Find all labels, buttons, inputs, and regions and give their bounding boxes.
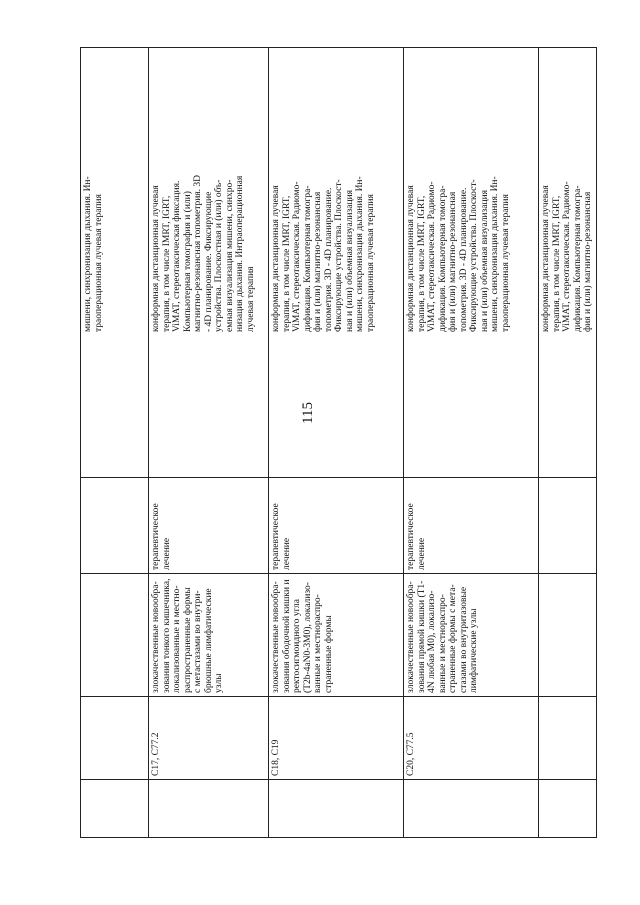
table-row bbox=[539, 48, 597, 838]
empty-cell bbox=[539, 780, 597, 838]
code-cell bbox=[269, 697, 404, 780]
diagnosis-cell bbox=[149, 574, 269, 697]
treatment-type-text: терапевтическое лечение bbox=[151, 503, 172, 570]
code-cell bbox=[539, 697, 597, 780]
code-cell bbox=[149, 697, 269, 780]
code-cell bbox=[81, 697, 149, 780]
empty-cell bbox=[81, 780, 149, 838]
method-cell bbox=[269, 48, 404, 478]
table-row bbox=[269, 48, 404, 838]
method-text: конформная дистанционная лучевая терапия, в том числе IMRT, IGRT, ViMAT, стереотаксическая. Радиомо- дификация. Компьютерная томогра- фия и (или) магнитно-резонансная bbox=[541, 181, 593, 332]
method-text: конформная дистанционная лучевая терапия, в том числе IMRT, IGRT, ViMAT, стереотаксическая. Радиомо- дификация. Компьютерная томогра- фия и (или) магнитно-резонансная топометрия. 3D - 4D планирование. Фиксирующие устройства. Плоскост- ная и (или) объемная визуализация мишени, синхронизация дыхания. Ин- траоперационная лучевая терапия bbox=[271, 176, 376, 332]
method-cell bbox=[81, 48, 149, 478]
code-text: C17, C77.2 bbox=[151, 732, 161, 776]
code-text: C18, C19 bbox=[271, 739, 281, 776]
diagnosis-cell bbox=[81, 574, 149, 697]
code-text: C20, C77.5 bbox=[406, 732, 416, 776]
treatment-type-cell bbox=[269, 478, 404, 574]
diagnosis-text: злокачественные новообра- зования тонкого кишечника, локализованные и местно- распространенные формы с метастазами во внутри- брюшные лимфатические узлы bbox=[151, 578, 224, 693]
diagnosis-cell bbox=[269, 574, 404, 697]
empty-cell bbox=[404, 780, 539, 838]
method-cell bbox=[539, 48, 597, 478]
method-text: мишени, синхронизация дыхания. Ин- траоперационная лучевая терапия bbox=[83, 176, 104, 332]
method-cell bbox=[404, 48, 539, 478]
empty-cell bbox=[149, 780, 269, 838]
diagnosis-cell bbox=[404, 574, 539, 697]
treatment-type-text: терапевтическое лечение bbox=[271, 503, 292, 570]
treatment-table bbox=[80, 47, 597, 838]
rotated-table-container bbox=[80, 48, 593, 838]
treatment-type-cell bbox=[539, 478, 597, 574]
method-cell bbox=[149, 48, 269, 478]
treatment-type-cell bbox=[149, 478, 269, 574]
page-number: 115 bbox=[300, 402, 316, 424]
diagnosis-text: злокачественные новообра- зования ободочной кишки и ректосигмоидного угла (T2b-4aN0-3M0), локализо- ванные и местнораспро- страненные формы bbox=[271, 579, 334, 693]
empty-cell bbox=[269, 780, 404, 838]
treatment-type-text: терапевтическое лечение bbox=[406, 503, 427, 570]
diagnosis-cell bbox=[539, 574, 597, 697]
treatment-type-cell bbox=[81, 478, 149, 574]
treatment-type-cell bbox=[404, 478, 539, 574]
table-row bbox=[149, 48, 269, 838]
table-row bbox=[404, 48, 539, 838]
method-text: конформная дистанционная лучевая терапия, в том числе IMRT, IGRT, ViMAT, стереотаксическая. Радиомо- дификация. Компьютерная томогра- фия и (или) магнитно-резонансная топометрия. 3D - 4D планирование. Фиксирующие устройства. Плоскост- ная и (или) объемная визуализация мишени, синхронизация дыхания. Ин- траоперационная лучевая терапия bbox=[406, 176, 511, 332]
table-row bbox=[81, 48, 149, 838]
code-cell bbox=[404, 697, 539, 780]
method-text: конформная дистанционная лучевая терапия, в том числе IMRT, IGRT, ViMAT, стереотаксическая фиксация. Компьютерная томография и (или) магнитно-резонансная топометрия. 3D - 4D планирование. Фиксирующие устройства. Плоскостная и (или) объ- емная визуализация мишени, синхро- низация дыхания. Интраоперационная лучевая терапия bbox=[151, 174, 256, 332]
diagnosis-text: злокачественные новообра- зования прямой кишки (T1- 4N любая M0), локализо- ванные и местнораспро- страненные формы с мета- стазами во внутритазовые лимфатические узлы bbox=[406, 580, 479, 693]
